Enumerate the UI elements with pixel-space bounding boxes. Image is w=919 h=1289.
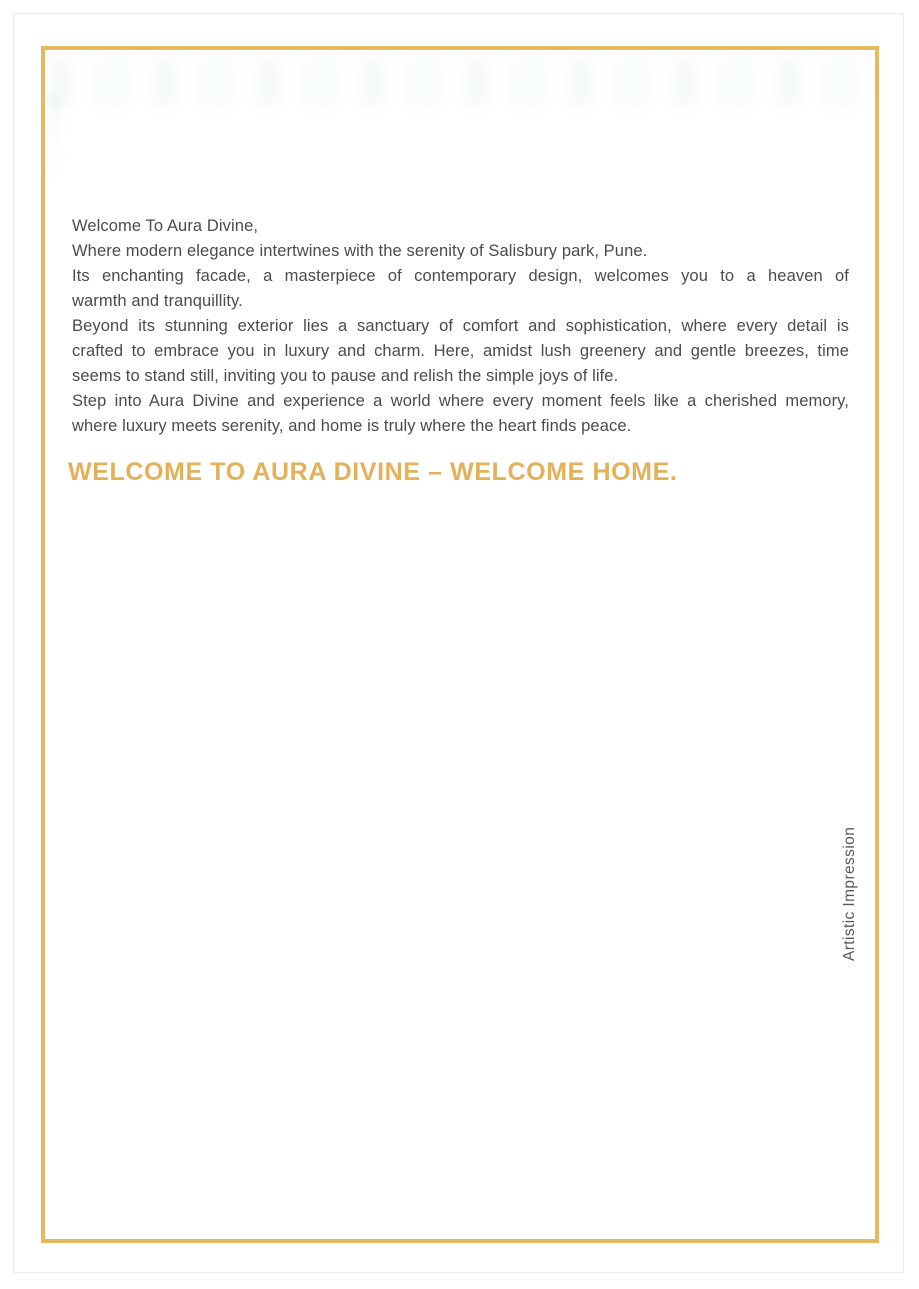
intro-line-6: crafted to embrace you in luxury and charm. Here, amidst lush greenery and gentle breezes, time bbox=[72, 342, 849, 360]
intro-paragraph bbox=[72, 214, 849, 439]
faint-watermark-smudge bbox=[47, 95, 61, 175]
intro-line-4: warmth and tranquillity. bbox=[72, 292, 243, 310]
intro-line-7: seems to stand still, inviting you to pause and relish the simple joys of life. bbox=[72, 367, 619, 385]
intro-line-2: Where modern elegance intertwines with the serenity of Salisbury park, Pune. bbox=[72, 242, 648, 260]
intro-line-3: Its enchanting facade, a masterpiece of contemporary design, welcomes you to a heaven of bbox=[72, 267, 849, 285]
welcome-heading: WELCOME TO AURA DIVINE – WELCOME HOME. bbox=[68, 458, 678, 486]
artistic-impression-label: Artistic Impression bbox=[841, 826, 858, 961]
intro-line-9: where luxury meets serenity, and home is truly where the heart finds peace. bbox=[72, 417, 632, 435]
intro-line-5: Beyond its stunning exterior lies a sanctuary of comfort and sophistication, where every detail is bbox=[72, 317, 849, 335]
intro-line-1: Welcome To Aura Divine, bbox=[72, 217, 259, 235]
faint-watermark-band bbox=[48, 57, 870, 107]
intro-line-8: Step into Aura Divine and experience a world where every moment feels like a cherished memory, bbox=[72, 392, 849, 410]
